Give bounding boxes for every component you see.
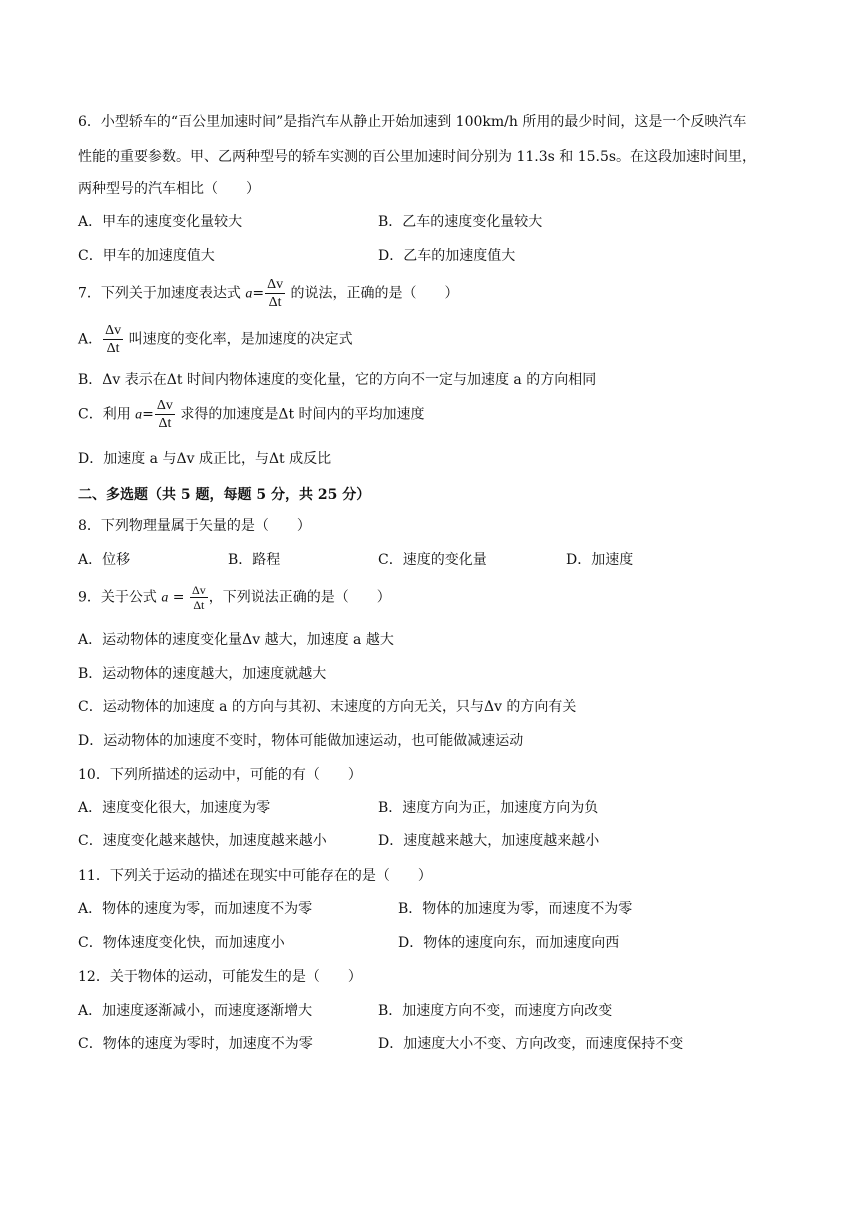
q12-option-c: C．物体的速度为零时，加速度不为零 [78,1036,313,1052]
q11-stem: 11．下列关于运动的描述在现实中可能存在的是（ ） [78,868,432,884]
fraction-denominator: Δt [268,295,282,310]
q11-option-c: C．物体速度变化快，而加速度小 [78,935,285,951]
q7-option-a-fraction [103,322,123,357]
q10-stem: 10．下列所描述的运动中，可能的有（ ） [78,767,362,783]
q7-stem-text-end: 的说法，正确的是（ ） [286,285,459,302]
q9-stem-fraction [190,583,208,612]
q12-stem: 12．关于物体的运动，可能发生的是（ ） [78,969,362,985]
q9-var-a: a [161,590,169,606]
fraction-numerator: Δv [105,323,122,338]
fraction-numerator: Δv [156,398,173,413]
q7-option-c-eq: = [142,406,154,423]
q9-option-c: C．运动物体的加速度 a 的方向与其初、末速度的方向无关，只与Δv 的方向有关 [78,699,577,715]
q6-stem-line1: 6．小型轿车的“百公里加速时间”是指汽车从静止开始加速到 100km/h 所用的最少时间，这是一个反映汽车 [78,114,747,130]
q12-option-a: A．加速度逐渐减小，而速度逐渐增大 [78,1003,313,1019]
q11-option-d: D．物体的速度向东，而加速度向西 [398,935,620,951]
q11-option-b: B．物体的加速度为零，而速度不为零 [398,901,633,917]
q11-option-a: A．物体的速度为零，而加速度不为零 [78,901,313,917]
q10-option-a: A．速度变化很大，加速度为零 [78,800,271,816]
q12-option-d: D．加速度大小不变、方向改变，而速度保持不变 [378,1036,684,1052]
fraction-denominator: Δt [158,416,172,431]
q7-option-a-text: 叫速度的变化率，是加速度的决定式 [124,331,353,348]
fraction-denominator: Δt [106,341,120,356]
q9-eq: = [168,589,189,606]
q7-option-c-fraction [155,397,175,432]
q10-option-c: C．速度变化越来越快，加速度越来越小 [78,833,327,849]
q8-option-a: A．位移 [78,552,131,568]
section-heading-multiple-choice: 二、多选题（共 5 题，每题 5 分，共 25 分） [78,487,371,503]
q7-option-b: B．Δv 表示在Δt 时间内物体速度的变化量，它的方向不一定与加速度 a 的方向相同 [78,372,597,388]
fraction-numerator: Δv [267,277,284,292]
q9-stem-text: 9．关于公式 [78,589,162,606]
q10-option-b: B．速度方向为正，加速度方向为负 [378,800,599,816]
q9-stem [78,583,391,612]
q7-option-d: D．加速度 a 与Δv 成正比，与Δt 成反比 [78,451,332,467]
q9-option-b: B．运动物体的速度越大，加速度就越大 [78,666,327,682]
q6-option-d: D．乙车的加速度值大 [378,248,516,264]
q6-option-a: A．甲车的速度变化量较大 [78,214,243,230]
q7-option-c-text: 求得的加速度是Δt 时间内的平均加速度 [175,406,425,423]
q9-option-a: A．运动物体的速度变化量Δv 越大，加速度 a 越大 [78,632,394,648]
q8-stem: 8．下列物理量属于矢量的是（ ） [78,518,311,534]
q8-option-c: C．速度的变化量 [378,552,487,568]
q7-option-c [78,397,425,432]
q6-stem-line3: 两种型号的汽车相比（ ） [78,181,260,197]
q7-option-c-label: C．利用 [78,406,136,423]
q8-option-d: D．加速度 [566,552,634,568]
q7-option-a-label: A． [78,331,103,348]
q9-stem-text-end: ，下列说法正确的是（ ） [208,589,391,606]
q7-eq: = [252,285,265,302]
q8-option-b: B．路程 [228,552,281,568]
q7-option-a [78,322,353,357]
q7-option-c-var: a [135,407,143,423]
q6-stem-line2: 性能的重要参数。甲、乙两种型号的轿车实测的百公里加速时间分别为 11.3s 和 15.5s。在这段加速时间里， [78,149,757,165]
q7-stem [78,276,459,311]
fraction-denominator: Δt [193,598,205,612]
q7-var-a: a [245,286,253,302]
fraction-numerator: Δv [192,583,206,597]
q10-option-d: D．速度越来越大，加速度越来越小 [378,833,600,849]
q6-option-c: C．甲车的加速度值大 [78,248,215,264]
q6-option-b: B．乙车的速度变化量较大 [378,214,543,230]
q9-option-d: D．运动物体的加速度不变时，物体可能做加速运动，也可能做减速运动 [78,733,524,749]
q7-stem-fraction [265,276,285,311]
q7-stem-text: 7．下列关于加速度表达式 [78,285,246,302]
q12-option-b: B．加速度方向不变，而速度方向改变 [378,1003,613,1019]
